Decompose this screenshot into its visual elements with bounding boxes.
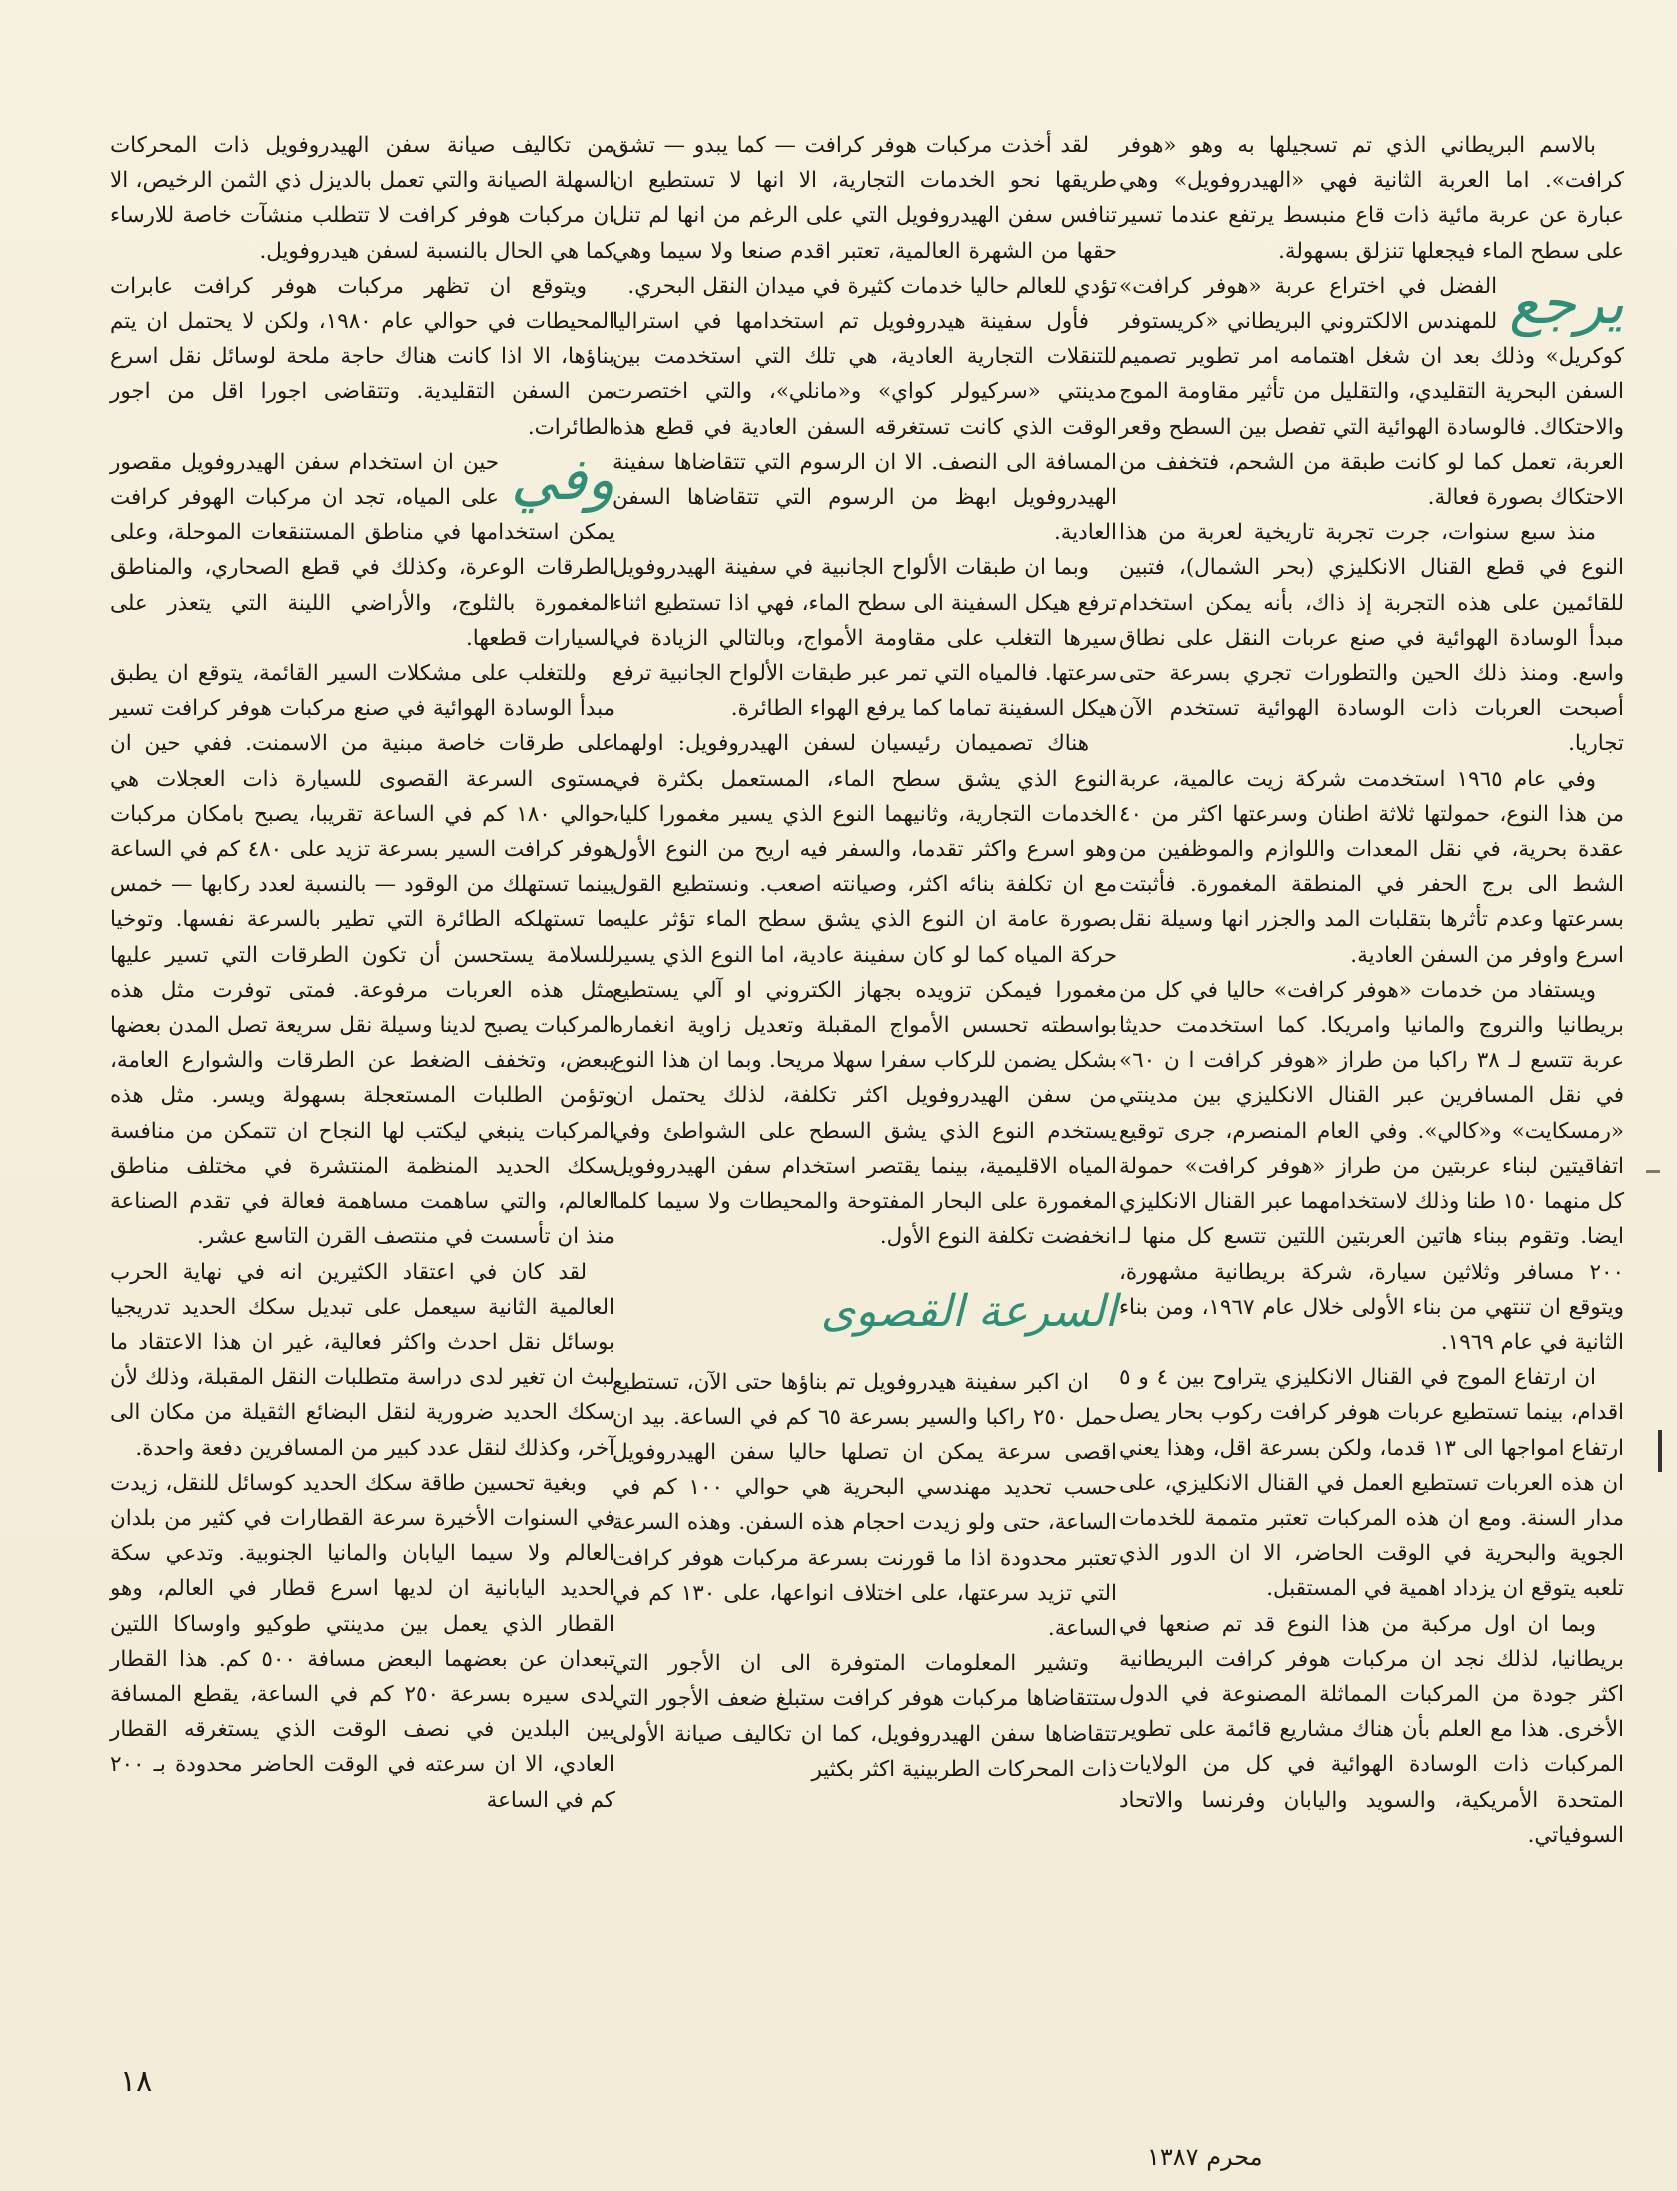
paragraph: وبما ان اول مركبة من هذا النوع قد تم صنعها في بريطانيا، لذلك نجد ان مركبات هوفر كرافت البريطانية اكثر جودة من المركبات المماثلة المصنوعة في الدول الأخرى. هذا مع العلم بأن هناك مشاريع قائمة على تطوير المركبات ذات الوسادة الهوائية في كل من الولايات المتحدة الأمريكية، والسويد واليابان وفرنسا والاتحاد السوفياتي. [1119, 1611, 1624, 1848]
paragraph: حين ان استخدام سفن الهيدروفويل مقصور على المياه، تجد ان مركبات الهوفر كرافت يمكن استخدامها في مناطق المستنقعات الموحلة، وعلى الطرقات الوعرة، وكذلك في قطع الصحاري، والمناطق المغمورة بالثلوج، والأراضي اللينة التي يتعذر على السيارات قطعها. [110, 449, 615, 651]
section-heading: السرعة القصوى [820, 1285, 1117, 1337]
paragraph: بالاسم البريطاني الذي تم تسجيلها به وهو «هوفر كرافت». اما العربة الثانية فهي «الهيدروفويل» وهي عبارة عن عربة مائية ذات قاع منبسط يرتفع عندما تسير على سطح الماء فيجعلها تنزلق بسهولة. [1119, 133, 1624, 264]
dropcap-word: وفي [510, 444, 615, 513]
dropcap-paragraph [1119, 269, 1624, 515]
paragraph: وتشير المعلومات المتوفرة الى ان الأجور التي ستتقاضاها مركبات هوفر كرافت ستبلغ ضعف الأجور التي تتقاضاها سفن الهيدروفويل، كما ان تكاليف صيانة الأولى ذات المحركات الطربينية اكثر بكثير [612, 1651, 1117, 1782]
article-column-1 [1119, 128, 1624, 1853]
margin-mark [1658, 1430, 1662, 1472]
paragraph: وللتغلب على مشكلات السير القائمة، يتوقع ان يطبق مبدأ الوسادة الهوائية في صنع مركبات هوفر كرافت تسير على طرقات خاصة مبنية من الاسمنت. ففي حين ان مستوى السرعة القصوى للسيارة ذات العجلات هي حوالي ١٨٠ كم في الساعة تقريبا، يصبح بامكان مركبات هوفر كرافت السير بسرعة تزيد على ٤٨٠ كم في الساعة بينما تستهلك من الوقود — بالنسبة لعدد ركابها — خمس ما تستهلكه الطائرة التي تطير بالسرعة نفسها. وتوخيا للسلامة يستحسن أن تكون الطرقات التي تسير عليها مثل هذه العربات مرفوعة. فمتى توفرت مثل هذه المركبات يصبح لدينا وسيلة نقل سريعة تصل المدن بعضها ببعض، وتخفف الضغط عن الطرقات والشوارع العامة، وتؤمن الطلبات المستعجلة بسهولة ويسر. مثل هذه المركبات ينبغي ليكتب لها النجاح ان تتمكن من منافسة سكك الحديد المنظمة المنتشرة في مختلف مناطق العالم، والتي ساهمت مساهمة فعالة في تقدم الصناعة منذ ان تأسست في منتصف القرن التاسع عشر. [110, 661, 615, 1250]
article-column-3 [110, 128, 615, 1818]
dropcap-paragraph [110, 445, 615, 656]
paragraph: ان اكبر سفينة هيدروفويل تم بناؤها حتى الآن، تستطيع حمل ٢٥٠ راكبا والسير بسرعة ٦٥ كم في الساعة. بيد ان اقصى سرعة يمكن ان تصلها حاليا سفن الهيدروفويل حسب تحديد مهندسي البحرية هي حوالي ١٠٠ كم في الساعة، حتى ولو زيدت احجام هذه السفن. وهذه السرعة تعتبر محدودة اذا ما قورنت بسرعة مركبات هوفر كرافت التي تزيد سرعتها، على اختلاف انواعها، على ١٣٠ كم في الساعة. [612, 1369, 1117, 1641]
paragraph: الفضل في اختراع عربة «هوفر كرافت» للمهندس الالكتروني البريطاني «كريستوفر كوكريل» وذلك بعد ان شغل اهتمامه امر تطوير تصميم السفن البحرية التقليدي، والتقليل من تأثير مقاومة الموج والاحتكاك. فالوسادة الهوائية التي تفصل بين السطح وقعر العربة، تعمل كما لو كانت طبقة من الشحم، فتخفف من الاحتكاك بصورة فعالة. [1119, 273, 1624, 511]
paragraph: فأول سفينة هيدروفويل تم استخدامها في استراليا للتنقلات التجارية العادية، هي تلك التي استخدمت بين مدينتي «سركيولر كواي» و«مانلي»، والتي اختصرت الوقت الذي كانت تستغرقه السفن العادية في قطع هذه المسافة الى النصف. الا ان الرسوم التي تتقاضاها سفينة الهيدروفويل ابهظ من الرسوم التي تتقاضاها السفن العادية. [612, 309, 1117, 546]
paragraph: من تكاليف صيانة سفن الهيدروفويل ذات المحركات السهلة الصيانة والتي تعمل بالديزل ذي الثمن الرخيص، الا ان مركبات هوفر كرافت لا تتطلب منشآت خاصة للارساء كما هي الحال بالنسبة لسفن هيدروفويل. [110, 133, 615, 264]
margin-tick [1646, 1170, 1660, 1173]
paragraph: ان ارتفاع الموج في القنال الانكليزي يتراوح بين ٤ و ٥ اقدام، بينما تستطيع عربات هوفر كرافت ركوب بحار يصل ارتفاع امواجها الى ١٣ قدما، ولكن بسرعة اقل، وهذا يعني ان هذه العربات تستطيع العمل في القنال الانكليزي، على مدار السنة. ومع ان هذه المركبات تعتبر متممة للخدمات الجوية والبحرية في الوقت الحاضر، الا ان الدور الذي تلعبه يتوقع ان يزداد اهمية في المستقبل. [1119, 1365, 1624, 1602]
paragraph: لقد أخذت مركبات هوفر كرافت — كما يبدو — تشق طريقها نحو الخدمات التجارية، الا انها لا تستطيع ان تنافس سفن الهيدروفويل التي على الرغم من انها لم تنل حقها من الشهرة العالمية، تعتبر اقدم صنعا ولا سيما وهي تؤدي للعالم حاليا خدمات كثيرة في ميدان النقل البحري. [612, 133, 1117, 299]
paragraph: منذ سبع سنوات، جرت تجربة تاريخية لعربة من هذا النوع في قطع القنال الانكليزي (بحر الشمال)، فتبين للقائمين على هذه التجربة إذ ذاك، بأنه يمكن استخدام مبدأ الوسادة الهوائية في صنع عربات النقل على نطاق واسع. ومنذ ذلك الحين والتطورات تجري بسرعة حتى أصبحت العربات ذات الوسادة الهوائية تستخدم الآن تجاريا. [1119, 520, 1624, 757]
paragraph: وفي عام ١٩٦٥ استخدمت شركة زيت عالمية، عربة من هذا النوع، حمولتها ثلاثة اطنان وسرعتها اكثر من ٤٠ عقدة بحرية، في نقل المعدات واللوازم والموظفين من الشط الى برج الحفر في المنطقة المغمورة. فأثبتت بسرعتها وعدم تأثرها بتقلبات المد والجزر انها وسيلة نقل اسرع واوفر من السفن العادية. [1119, 766, 1624, 968]
paragraph: وبغية تحسين طاقة سكك الحديد كوسائل للنقل، زيدت في السنوات الأخيرة سرعة القطارات في كثير من بلدان العالم ولا سيما اليابان والمانيا الجنوبية. وتدعي سكة الحديد اليابانية ان لديها اسرع قطار في العالم، وهو القطار الذي يعمل بين مدينتي طوكيو واوساكا اللتين تبعدان عن بعضهما البعض مسافة ٥٠٠ كم. هذا القطار لدى سيره بسرعة ٢٥٠ كم في الساعة، يقطع المسافة بين البلدين في نصف الوقت الذي يستغرقه القطار العادي، الا ان سرعته في الوقت الحاضر محدودة بـ ٢٠٠ كم في الساعة [110, 1470, 615, 1813]
article-column-2 [612, 128, 1117, 1787]
dropcap-word: يرجع [1509, 268, 1624, 337]
paragraph: هناك تصميمان رئيسيان لسفن الهيدروفويل: اولهما النوع الذي يشق سطح الماء، المستعمل بكثرة في الخدمات التجارية، وثانيهما النوع الذي يسير مغمورا كليا، وهو اسرع واكثر تقدما، والسفر فيه اريح من النوع الأول مع ان تكلفة بنائه اكثر، وصيانته اصعب. ونستطيع القول بصورة عامة ان النوع الذي يشق سطح الماء تؤثر عليه حركة المياه كما لو كان سفينة عادية، اما النوع الذي يسير مغمورا فيمكن تزويده بجهاز الكتروني او آلي يستطيع بواسطته تحسس الأمواج المقبلة وتعديل زاوية انغماره بشكل يضمن للركاب سفرا سهلا مريحا. وبما ان هذا النوع من سفن الهيدروفويل اكثر تكلفة، لذلك يحتمل ان يستخدم النوع الذي يشق السطح على الشواطئ وفي المياه الاقليمية، بينما يقتصر استخدام سفن الهيدروفويل المغمورة على البحار المفتوحة والمحيطات ولا سيما كلما انخفضت تكلفة النوع الأول. [612, 731, 1117, 1250]
paragraph: لقد كان في اعتقاد الكثيرين انه في نهاية الحرب العالمية الثانية سيعمل على تبديل سكك الحديد تدريجيا بوسائل نقل احدث واكثر فعالية، غير ان هذا الاعتقاد ما لبث ان تغير لدى دراسة متطلبات النقل المقبلة، وذلك لأن سكك الحديد ضرورية لنقل البضائع الثقيلة من مكان الى آخر، وكذلك لنقل عدد كبير من المسافرين دفعة واحدة. [110, 1259, 615, 1461]
paragraph: وبما ان طبقات الألواح الجانبية في سفينة الهيدروفويل ترفع هيكل السفينة الى سطح الماء، فهي اذا تستطيع اثناء سيرها التغلب على مقاومة الأمواج، وبالتالي الزيادة في سرعتها. فالمياه التي تمر عبر طبقات الألواح الجانبية ترفع هيكل السفينة تماما كما يرفع الهواء الطائرة. [612, 555, 1117, 722]
issue-date-footer: محرم ١٣٨٧ [1147, 2143, 1263, 2171]
paragraph: ويتوقع ان تظهر مركبات هوفر كرافت عابرات المحيطات في حوالي عام ١٩٨٠، ولكن لا يحتمل ان يتم بناؤها، الا اذا كانت هناك حاجة ملحة لوسائل نقل اسرع من السفن التقليدية. وتتقاضى اجورا اقل من اجور الطائرات. [110, 273, 615, 440]
page-number: ١٨ [120, 2064, 153, 2099]
paragraph: ويستفاد من خدمات «هوفر كرافت» حاليا في كل من بريطانيا والنروج والمانيا وامريكا. كما استخدمت حديثا عربة تتسع لـ ٣٨ راكبا من طراز «هوفر كرافت ا ن ٦٠» في نقل المسافرين عبر القنال الانكليزي بين مدينتي «رمسكايت» و«كالي». وفي العام المنصرم، جرى توقيع اتفاقيتين لبناء عربتين من طراز «هوفر كرافت» حمولة كل منهما ١٥٠ طنا وذلك لاستخدامهما عبر القنال الانكليزي ايضا. وتقوم ببناء هاتين العربتين اللتين تتسع كل منها لـ ٢٠٠ مسافر وثلاثين سيارة، شركة بريطانية مشهورة، ويتوقع ان تنتهي من بناء الأولى خلال عام ١٩٦٧، ومن بناء الثانية في عام ١٩٦٩. [1119, 977, 1625, 1355]
